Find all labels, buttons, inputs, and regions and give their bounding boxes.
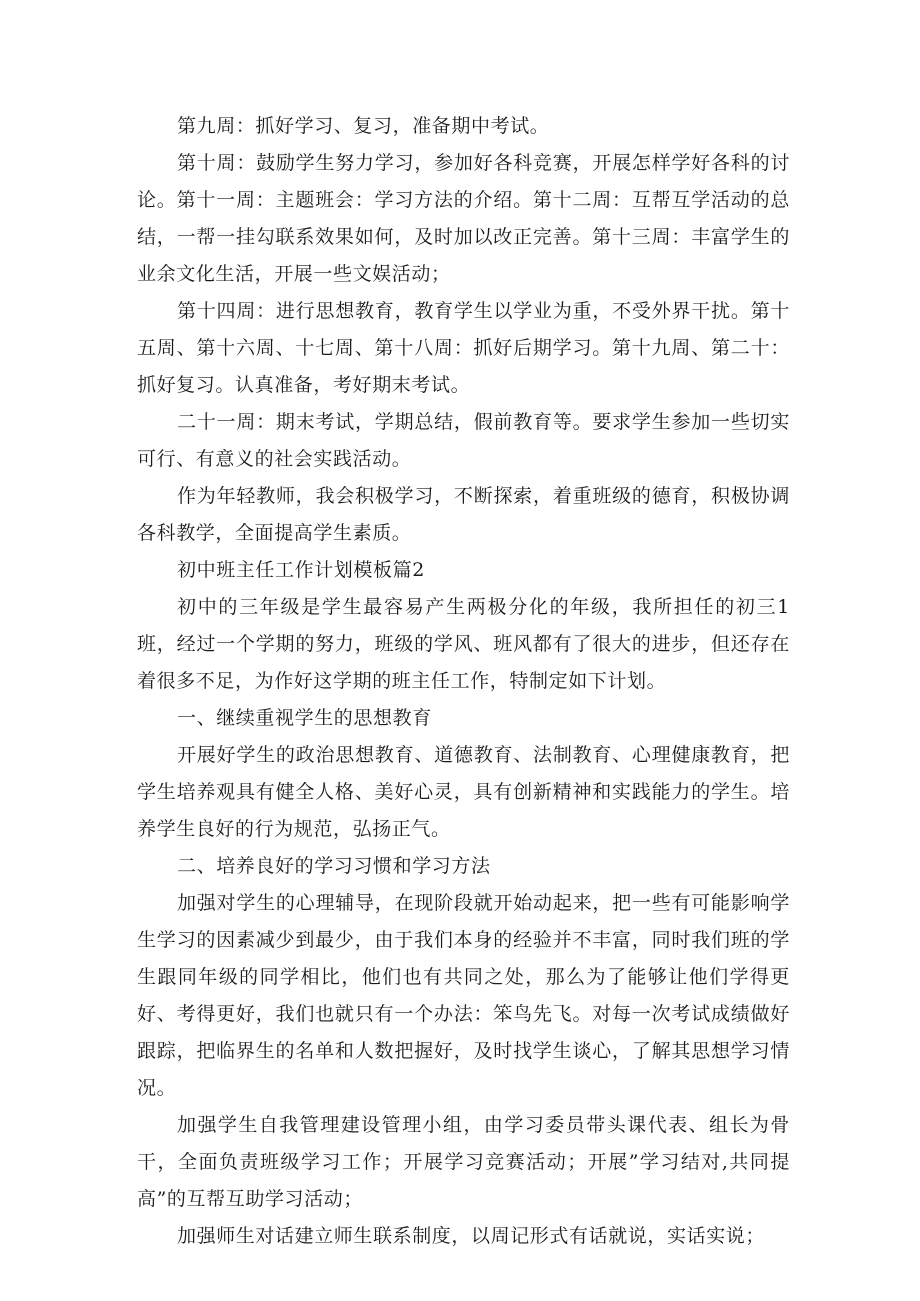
paragraph-week-9: 第九周：抓好学习、复习，准备期中考试。 [177,115,550,137]
paragraph-psychological-guidance: 加强对学生的心理辅导，在现阶段就开始动起来，把一些有可能影响学生学习的因素减少到最少，由于我们本身的经验并不丰富，同时我们班的学生跟同年级的同学相比，他们也有共同之处，那么为了能够让他们学得更好、考得更好，我们也就只有一个办法：笨鸟先飞。对每一次考试成绩做好跟踪，把临界生的名单和人数把握好，及时找学生谈心，了解其思想学习情况。 [137,892,790,1099]
section-title: 初中班主任工作计划模板篇2 [177,559,425,581]
paragraph-ideological-education: 开展好学生的政治思想教育、道德教育、法制教育、心理健康教育，把学生培养观具有健全人格、美好心灵，具有创新精神和实践能力的学生。培养学生良好的行为规范，弘扬正气。 [137,744,790,840]
document-body [137,108,790,1255]
paragraph-teacher-dialogue: 加强师生对话建立师生联系制度，以周记形式有话就说，实话实说； [177,1225,766,1247]
paragraph-intro: 初中的三年级是学生最容易产生两极分化的年级，我所担任的初三1班，经过一个学期的努力，班级的学风、班风都有了很大的进步，但还存在着很多不足，为作好这学期的班主任工作，特制定如下计划。 [137,596,790,692]
paragraph-week-14-20: 第十四周：进行思想教育，教育学生以学业为重，不受外界干扰。第十五周、第十六周、十七周、第十八周：抓好后期学习。第十九周、第二十：抓好复习。认真准备，考好期末考试。 [137,300,790,396]
paragraph-week-10-13: 第十周：鼓励学生努力学习，参加好各科竞赛，开展怎样学好各科的讨论。第十一周：主题班会：学习方法的介绍。第十二周：互帮互学活动的总结，一帮一挂勾联系效果如何，及时加以改正完善。第十三周：丰富学生的业余文化生活，开展一些文娱活动； [137,152,790,285]
heading-ideological-education: 一、继续重视学生的思想教育 [177,707,432,729]
heading-study-habits: 二、培养良好的学习习惯和学习方法 [177,855,491,877]
paragraph-week-21: 二十一周：期末考试，学期总结，假前教育等。要求学生参加一些切实可行、有意义的社会实践活动。 [137,411,790,470]
paragraph-self-management: 加强学生自我管理建设管理小组，由学习委员带头课代表、组长为骨干，全面负责班级学习工作；开展学习竞赛活动；开展”学习结对,共同提高”的互帮互助学习活动； [137,1114,790,1210]
paragraph-closing: 作为年轻教师，我会积极学习，不断探索，着重班级的德育，积极协调各科教学，全面提高学生素质。 [137,485,790,544]
